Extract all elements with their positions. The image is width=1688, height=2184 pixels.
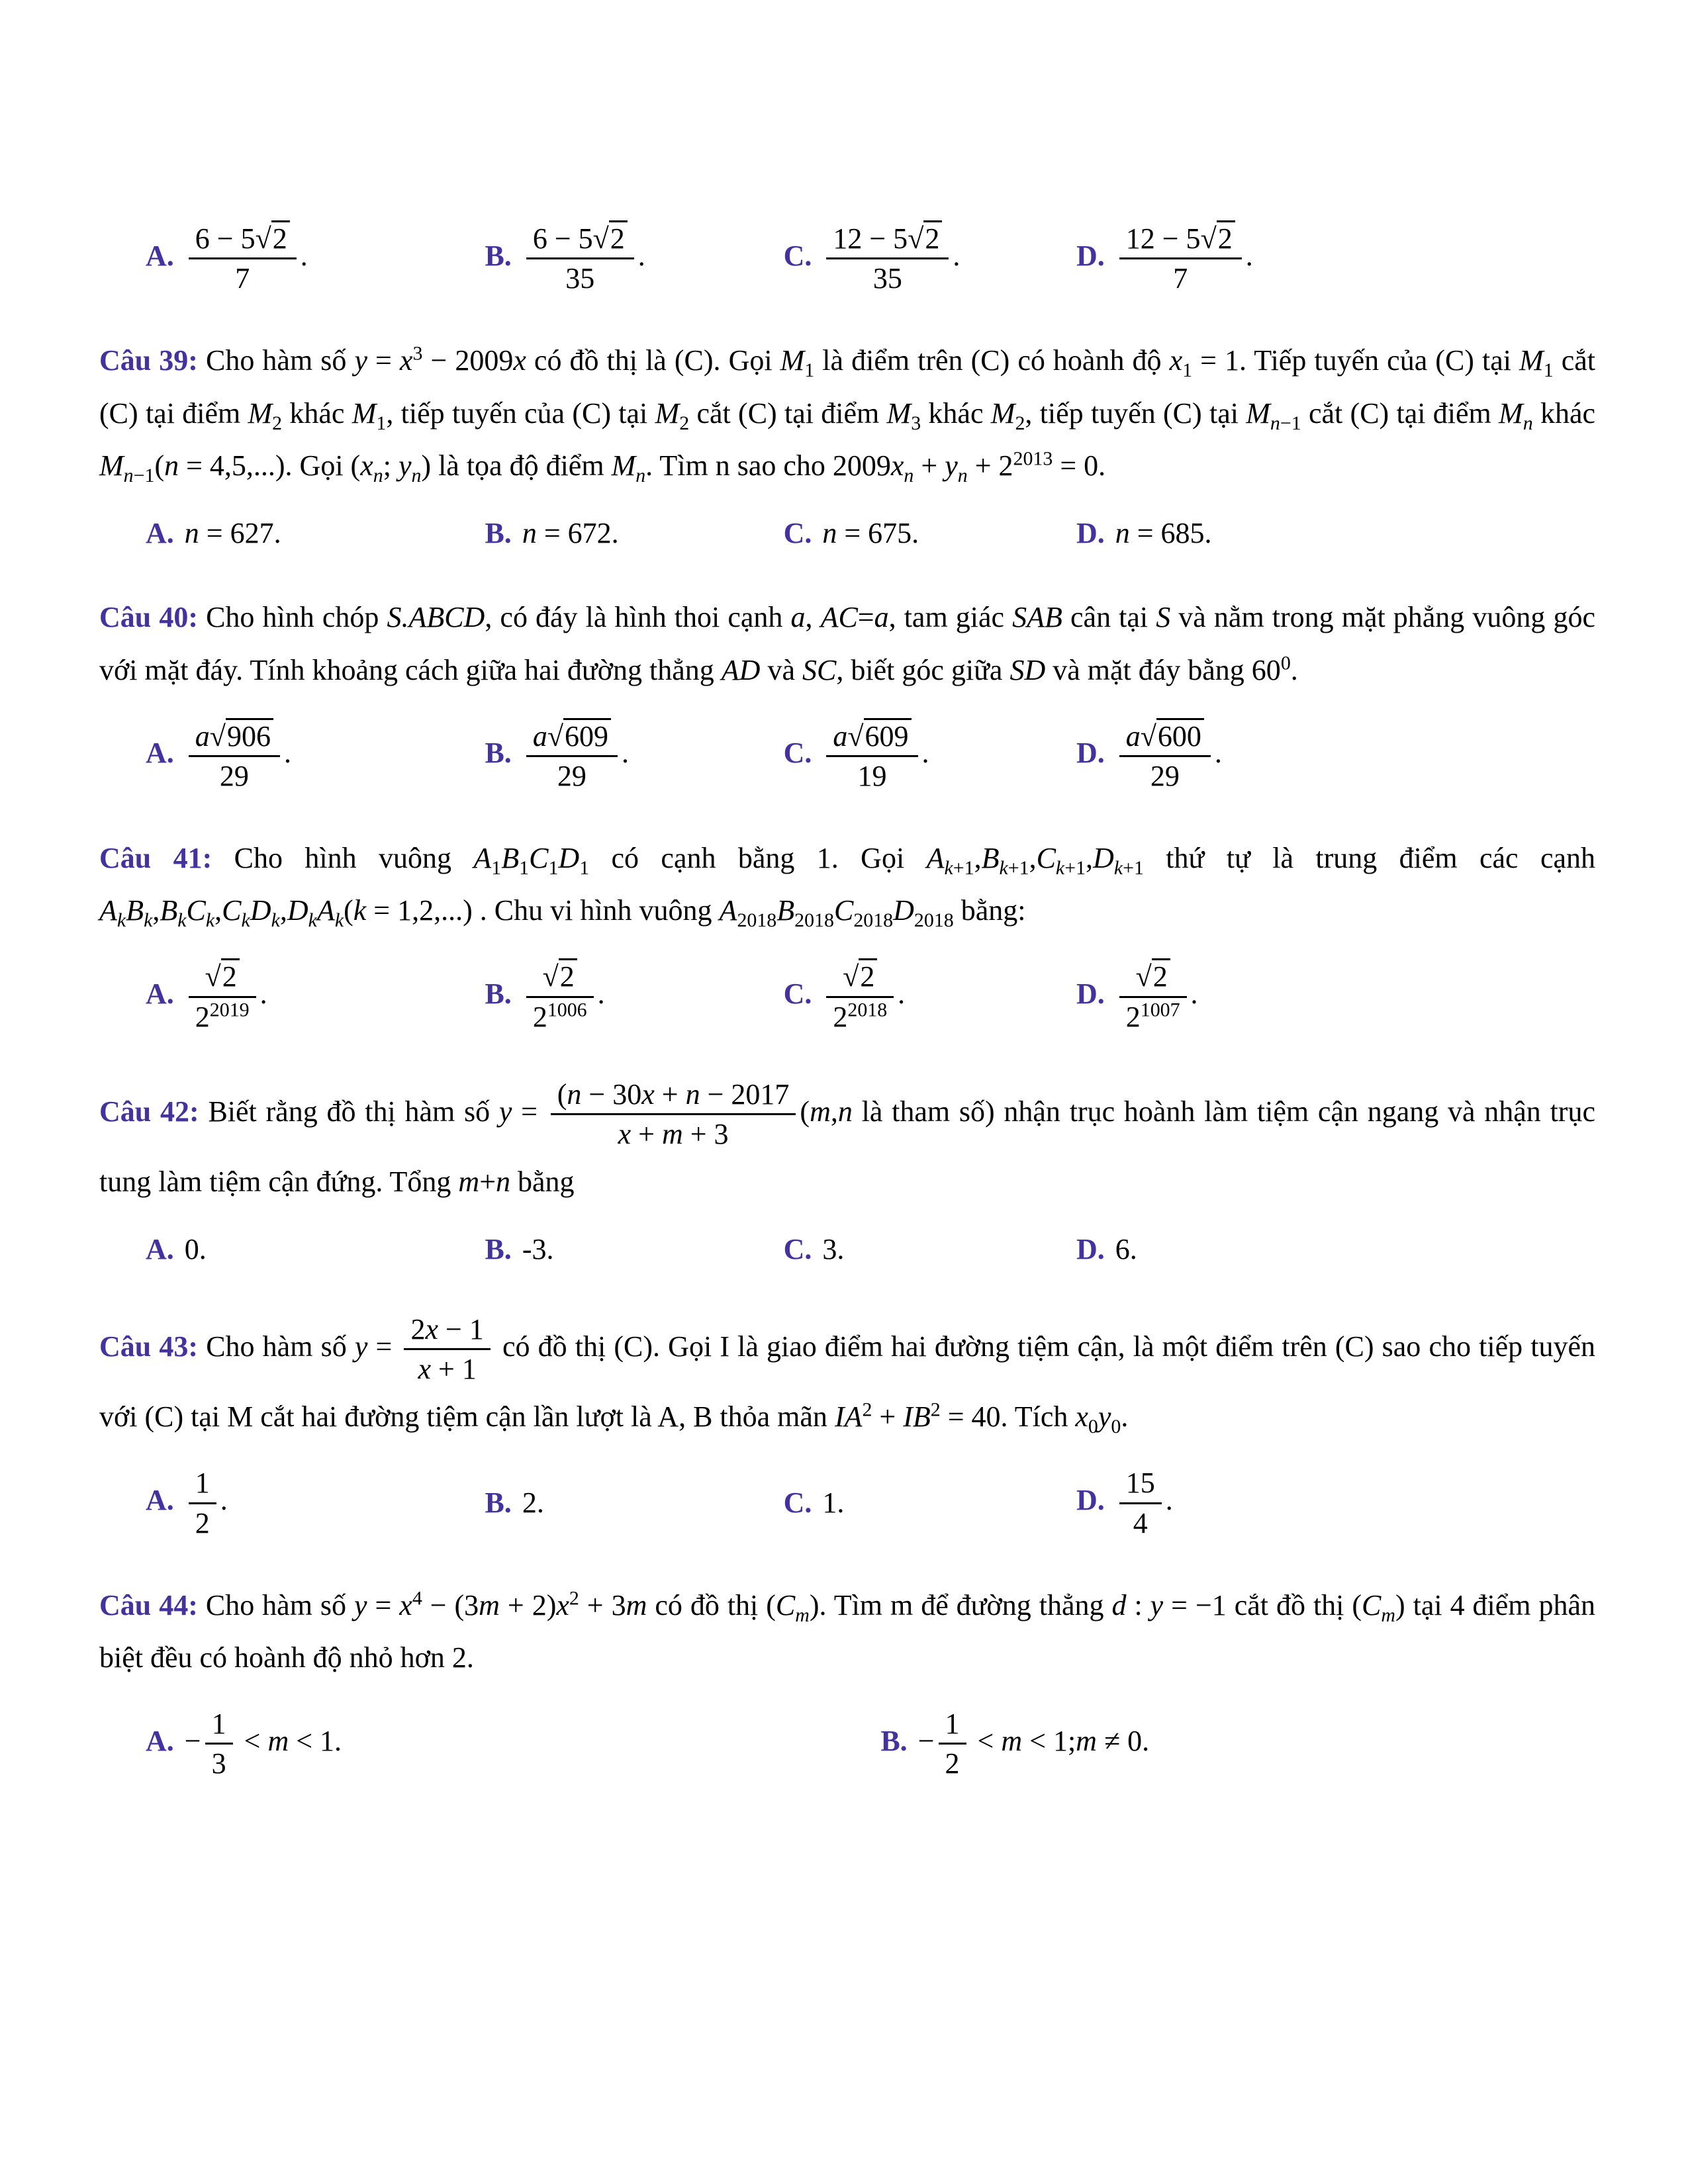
option-letter: C. bbox=[783, 737, 812, 770]
option-value: $\frac{a√609}{19}$ . bbox=[822, 737, 929, 769]
option-letter: D. bbox=[1076, 239, 1105, 272]
option-d bbox=[1076, 715, 1595, 797]
option-value: $\frac{a√609}{29}$ . bbox=[522, 737, 629, 769]
question-40 bbox=[99, 591, 1595, 797]
option-b bbox=[485, 715, 783, 797]
option-a bbox=[146, 1461, 485, 1544]
option-value: $\frac{√2}{2^{2019}}$ . bbox=[185, 978, 267, 1010]
question-text bbox=[99, 334, 1595, 492]
option-letter: C. bbox=[783, 1233, 812, 1266]
option-letter: A. bbox=[146, 737, 174, 770]
option-a bbox=[146, 715, 485, 797]
option-a bbox=[146, 510, 485, 557]
option-value: n = 672. bbox=[522, 516, 619, 549]
option-letter: A. bbox=[146, 1484, 174, 1517]
option-value: 2. bbox=[522, 1486, 544, 1519]
option-value: − $\frac{1}{2}$ < m < 1;m ≠ 0. bbox=[918, 1725, 1149, 1757]
option-c bbox=[784, 955, 1076, 1038]
option-letter: C. bbox=[783, 516, 812, 549]
question-body: Cho hàm số y = $\frac{2x - 1}{x + 1}$ có đồ thị (C). Gọi I là giao điểm hai đường tiệm cận, là một điểm trên (C) sao cho tiếp tuyến với (C) tại M cắt hai đường tiệm cận lần lượt là A, B thỏa mãn $IA^2 + IB^2 = 40$. Tích $x_0y_0$. bbox=[99, 1312, 1595, 1437]
question-body: Cho hàm số $y = x^4 - (3m + 2)x^2 + 3m$ có đồ thị $(C_m)$. Tìm m để đường thẳng d : y = −1 cắt đồ thị $(C_m)$ tại 4 điểm phân biệt đều có hoành độ nhỏ hơn 2. bbox=[99, 1587, 1596, 1674]
carryover-option-a bbox=[146, 217, 485, 300]
question-text bbox=[99, 591, 1595, 696]
option-value: $\frac{a√600}{29}$ . bbox=[1115, 737, 1222, 769]
question-42 bbox=[99, 1073, 1595, 1273]
options-row bbox=[99, 715, 1595, 797]
options-row bbox=[99, 1461, 1595, 1544]
option-letter: D. bbox=[1076, 978, 1105, 1011]
question-41 bbox=[99, 832, 1595, 1038]
option-value: $\frac{a√906}{29}$ . bbox=[185, 737, 291, 769]
option-letter: B. bbox=[880, 1724, 908, 1757]
option-d bbox=[1076, 510, 1595, 557]
option-value: $\frac{√2}{2^{1007}}$ . bbox=[1115, 978, 1198, 1010]
carryover-option-d bbox=[1076, 217, 1595, 300]
option-value: n = 627. bbox=[184, 516, 281, 549]
option-d bbox=[1076, 955, 1595, 1038]
option-letter: D. bbox=[1076, 1233, 1105, 1266]
option-value: − $\frac{1}{3}$ < m < 1. bbox=[185, 1725, 342, 1757]
option-value: $\frac{6 - 5√2}{35}$ . bbox=[522, 240, 645, 272]
option-value: $\frac{12 - 5√2}{7}$ . bbox=[1115, 240, 1253, 272]
options-row bbox=[99, 1226, 1595, 1273]
option-b bbox=[485, 1480, 783, 1526]
option-d bbox=[1076, 1226, 1595, 1273]
option-letter: C. bbox=[783, 978, 812, 1011]
option-letter: A. bbox=[146, 516, 174, 549]
question-body: Cho hình chóp S.ABCD, có đáy là hình thoi cạnh a, AC=a, tam giác SAB cân tại S và nằm trong mặt phẳng vuông góc với mặt đáy. Tính khoảng cách giữa hai đường thẳng AD và SC, biết góc giữa SD và mặt đáy bằng $60^0$. bbox=[99, 601, 1596, 686]
option-letter: B. bbox=[485, 737, 512, 770]
option-letter: B. bbox=[485, 516, 512, 549]
option-c bbox=[784, 510, 1076, 557]
option-value: $\frac{√2}{2^{1006}}$ . bbox=[522, 978, 605, 1010]
question-text bbox=[99, 832, 1595, 936]
option-value: $\frac{√2}{2^{2018}}$ . bbox=[822, 978, 905, 1010]
question-text bbox=[99, 1308, 1595, 1443]
option-letter: C. bbox=[783, 1486, 812, 1519]
option-letter: B. bbox=[485, 1486, 512, 1519]
option-b bbox=[485, 1226, 783, 1273]
option-value: n = 685. bbox=[1115, 516, 1212, 549]
option-a bbox=[146, 1226, 485, 1273]
question-body: Cho hàm số $y = x^3 - 2009x$ có đồ thị là (C). Gọi $M_1$ là điểm trên (C) có hoành độ $x_1 = 1$. Tiếp tuyến của (C) tại $M_1$ cắt (C) tại điểm $M_2$ khác $M_1$, tiếp tuyến của (C) tại $M_2$ cắt (C) tại điểm $M_3$ khác $M_2$, tiếp tuyến (C) tại $M_{n-1}$ cắt (C) tại điểm $M_n$ khác $M_{n-1}(n = 4,5,...)$. Gọi ($x_n$; $y_n$) là tọa độ điểm $M_n$. Tìm n sao cho $2009x_n + y_n + 2^{2013} = 0$. bbox=[99, 342, 1596, 486]
question-text bbox=[99, 1579, 1595, 1684]
question-label: Câu 39: bbox=[99, 344, 198, 377]
option-value: 6. bbox=[1115, 1233, 1137, 1266]
carryover-options-row bbox=[99, 217, 1595, 300]
option-letter: D. bbox=[1076, 1484, 1105, 1517]
question-text bbox=[99, 1073, 1595, 1208]
option-b bbox=[485, 510, 783, 557]
option-c bbox=[784, 1226, 1076, 1273]
option-d bbox=[1076, 1461, 1595, 1544]
question-label: Câu 43: bbox=[99, 1330, 199, 1363]
option-b bbox=[485, 955, 783, 1038]
option-letter: A. bbox=[146, 1724, 174, 1757]
option-value: $\frac{6 - 5√2}{7}$ . bbox=[185, 240, 308, 272]
question-label: Câu 44: bbox=[99, 1588, 198, 1621]
option-value: 0. bbox=[184, 1233, 207, 1266]
option-value: $\frac{15}{4}$ . bbox=[1115, 1484, 1173, 1516]
options-row bbox=[99, 510, 1595, 557]
carryover-option-c bbox=[784, 217, 1076, 300]
question-body: Cho hình vuông $A_1B_1C_1D_1$ có cạnh bằng 1. Gọi $A_{k+1},B_{k+1},C_{k+1},D_{k+1}$ thứ tự là trung điểm các cạnh $A_kB_k,B_kC_k,C_kD_k,D_kA_k(k = 1,2,...)$ . Chu vi hình vuông $A_{2018}B_{2018}C_{2018}D_{2018}$ bằng: bbox=[99, 842, 1596, 932]
option-letter: B. bbox=[485, 239, 512, 272]
option-value: 1. bbox=[822, 1486, 845, 1519]
option-letter: D. bbox=[1076, 516, 1105, 549]
question-label: Câu 40: bbox=[99, 601, 198, 634]
option-letter: C. bbox=[783, 239, 812, 272]
option-value: -3. bbox=[522, 1233, 554, 1266]
option-letter: A. bbox=[146, 239, 174, 272]
carryover-option-b bbox=[485, 217, 783, 300]
option-letter: B. bbox=[485, 1233, 512, 1266]
question-43 bbox=[99, 1308, 1595, 1545]
option-letter: B. bbox=[485, 978, 512, 1011]
option-c bbox=[784, 715, 1076, 797]
question-label: Câu 41: bbox=[99, 842, 212, 875]
option-c bbox=[784, 1480, 1076, 1526]
option-letter: D. bbox=[1076, 737, 1105, 770]
option-letter: A. bbox=[146, 1233, 174, 1266]
option-a bbox=[146, 955, 485, 1038]
option-b bbox=[880, 1702, 1595, 1785]
options-row bbox=[99, 1702, 1595, 1785]
question-label: Câu 42: bbox=[99, 1095, 199, 1128]
question-39 bbox=[99, 334, 1595, 557]
option-a bbox=[146, 1702, 880, 1785]
option-value: $\frac{1}{2}$ . bbox=[185, 1484, 228, 1516]
option-value: 3. bbox=[822, 1233, 845, 1266]
options-row bbox=[99, 955, 1595, 1038]
option-letter: A. bbox=[146, 978, 174, 1011]
question-44 bbox=[99, 1579, 1595, 1786]
question-body: Biết rằng đồ thị hàm số y = $\frac{(n - 30x + n - 2017}{x + m + 3}$ (m,n là tham số) nhận trục hoành làm tiệm cận ngang và nhận trục tung làm tiệm cận đứng. Tổng m+n bằng bbox=[99, 1077, 1595, 1199]
option-value: $\frac{12 - 5√2}{35}$ . bbox=[822, 240, 960, 272]
option-value: n = 675. bbox=[822, 516, 919, 549]
